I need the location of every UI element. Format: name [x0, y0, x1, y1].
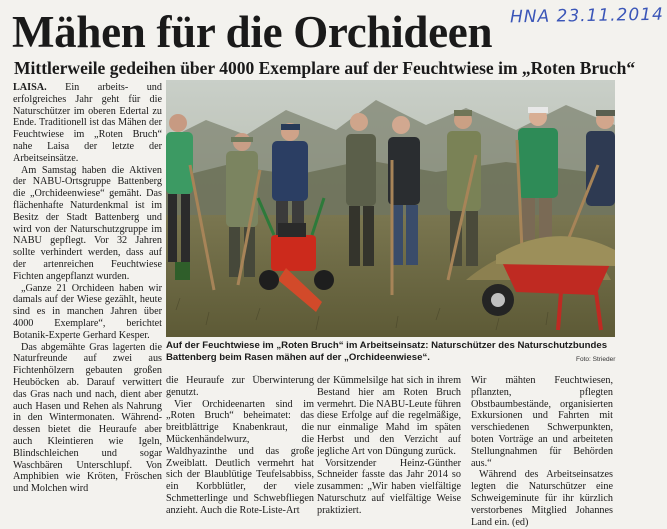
photo-credit: Foto: Strieder	[576, 356, 616, 363]
paragraph-5: die Heuraufe zur Überwinterung genutzt.	[166, 375, 314, 398]
headline: Mähen für die Orchideen	[12, 7, 493, 57]
article-column-4	[471, 375, 613, 527]
paragraph-7: der Kümmelsilge hat sich in ihrem Bestand hier am Roten Bruch vermehrt. Die NABU-Leute führen diese Erfolge auf die regelmäßige, nur einmalige Mahd im späten Herbst und den Verzicht auf jegliche Art von Düngung zurück.	[317, 375, 461, 457]
subheadline: Mittlerweile gedeihen über 4000 Exemplare auf der Feuchtwiese im „Roten Bruch“	[14, 58, 636, 78]
paragraph-1-text: Ein arbeits- und erfolgreiches Jahr geht für die Naturschützer im oberen Edertal zu Ende. Traditionell ist das Mähen der Feuchtwiese im „Roten Bruch“ nahe Laisa der letzte der Arbeitseinsätze.	[13, 82, 162, 164]
dateline: LAISA.	[13, 82, 47, 93]
photo-illustration	[166, 80, 615, 337]
paragraph-9: Wir mähten Feuchtwiesen, pflanzten, pflegten Obstbaumbestände, organisierten Exkursionen und Fahrten mit verschiedenen Schwerpunkten, boten Vorträge an und arbeiteten Stellungnahmen für Behörden aus.“	[471, 375, 613, 469]
article-column-3	[317, 375, 461, 527]
paragraph-8: Vorsitzender Heinz-Günther Schneider fasste das Jahr 2014 so zusammen: „Wir haben vielfältige Naturschutz auf vielfältige Weise praktiziert.	[317, 457, 461, 516]
paragraph-3: „Ganze 21 Orchideen haben wir damals auf der Wiese gezählt, heute sind es in manchen Jahren über 4000 Exemplare“, berichtet Botanik-Experte Gerhard Kesper.	[13, 282, 162, 341]
paragraph-4: Das abgemähte Gras lagerten die Naturfreunde auf zwei aus Fichtenhölzern gebauten großen Heuböcken ab. Darauf verwittert das Gras nach und nach, dient aber auch Hasen und Rehen als Nahrung in den Wintermonaten. Während-dessen bietet die Heuraufe aber auch Kleintieren wie Igeln, Blindschleichen und sogar Waschbären Unterschlupf. Von Amphibien wie Kröten, Fröschen und Molchen wird	[13, 341, 162, 495]
paragraph-intro	[13, 82, 162, 165]
article-column-2	[166, 375, 314, 527]
paragraph-10: Während des Arbeitseinsatzes legten die Naturschützer eine Schweigeminute für ihr kürzlich verstorbenes Mitglied Johannes Land ein. (ed)	[471, 469, 613, 527]
article-photo	[166, 80, 615, 337]
paragraph-6: Vier Orchideenarten sind im „Roten Bruch“ beheimatet: das breitblättrige Knabenkraut, die Mückenhändelwurz, die Waldhyazinthe und das große Zweiblatt. Deutlich vermehrt hat sich der Blaublütige Teufelsabbiss, ein Korbblütler, der viele Schmetterlinge und Schwebfliegen anzieht. Auch die Rote-Liste-Art	[166, 398, 314, 516]
photo-caption: Auf der Feuchtwiese im „Roten Bruch“ im Arbeitseinsatz: Naturschützer des Naturschutzbundes Battenberg beim Rasen mähen auf der „Orchideenwiese“.	[166, 340, 608, 363]
handwritten-note: HNA 23.11.2014	[509, 4, 665, 28]
paragraph-2: Am Samstag haben die Aktiven der NABU-Ortsgruppe Battenberg die „Orchideenwiese“ gemäht. Das flächenhafte Naturdenkmal ist im Besitz der Stadt Battenberg und wird von der Naturschutzgruppe im NABU gepflegt. Vor 32 Jahren sollte verhindert werden, dass auf der artenreichen Feuchtwiese Fichten angepflanzt wurden.	[13, 164, 162, 282]
article-column-1	[13, 82, 162, 525]
person-2	[226, 133, 260, 285]
